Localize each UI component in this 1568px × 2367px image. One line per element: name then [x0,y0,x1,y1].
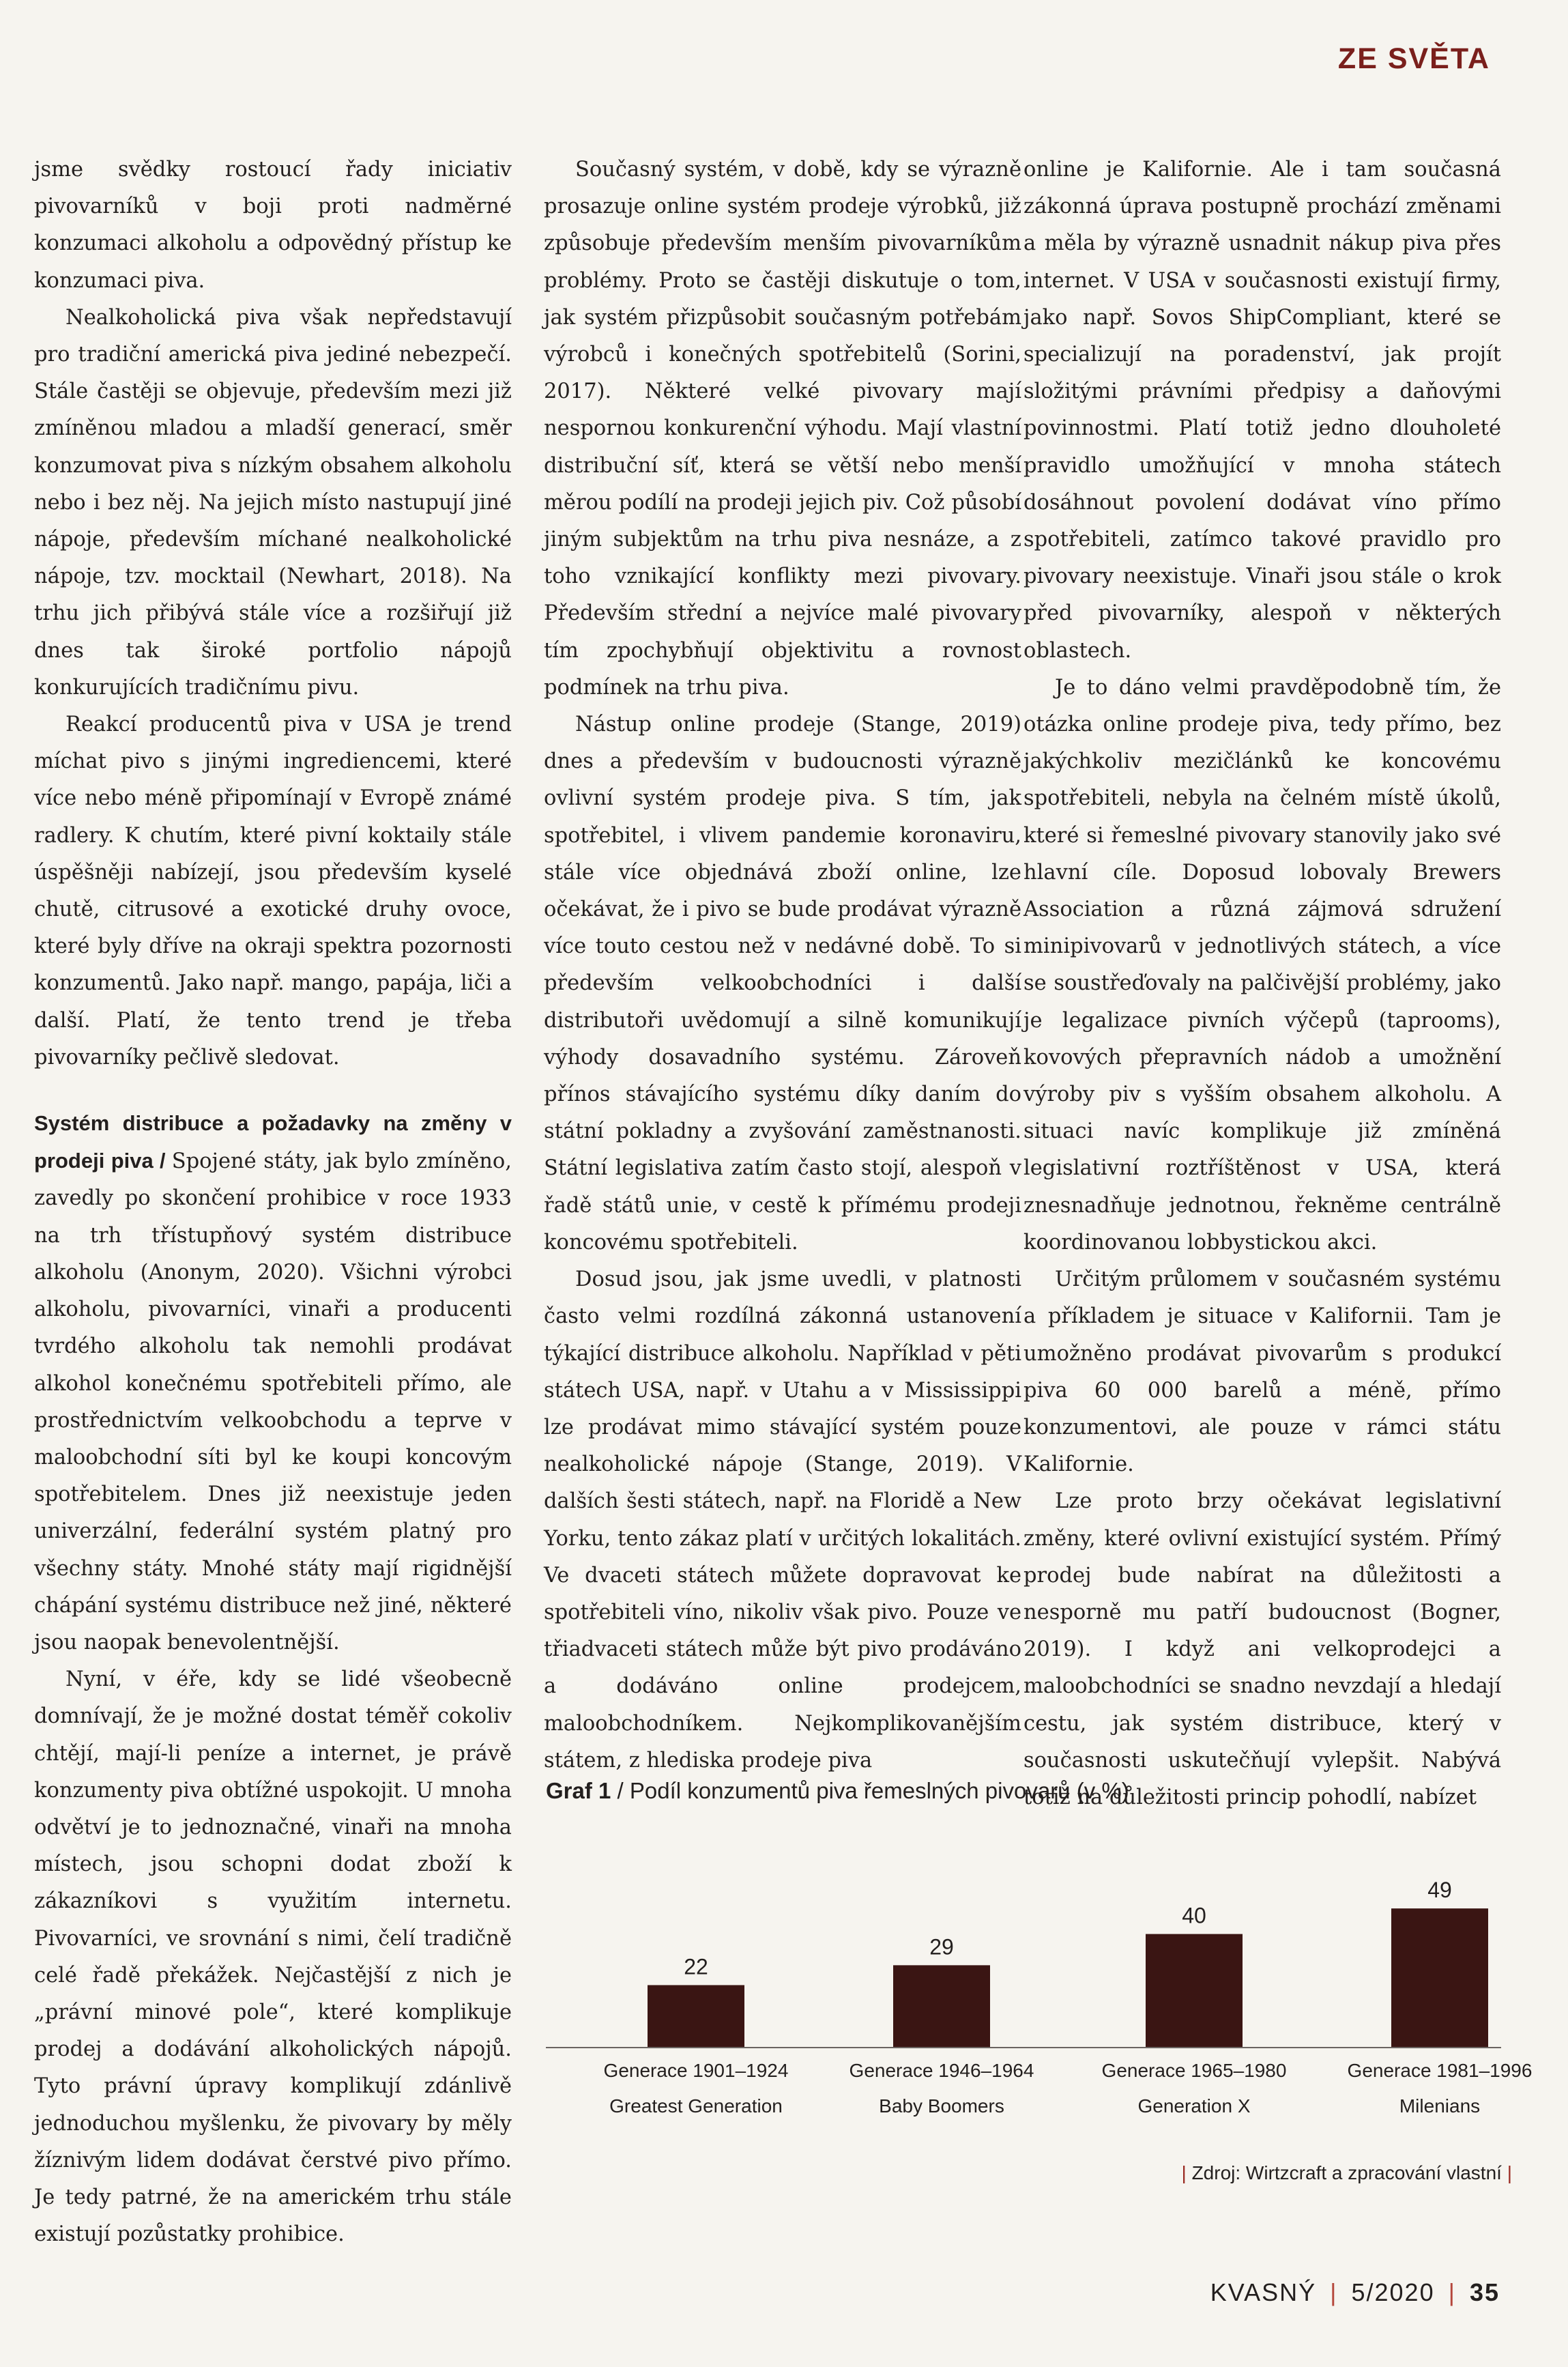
paragraph: online je Kalifornie. Ale i tam současná zákonná úprava postupně prochází změnami a měla by výrazně usnadnit nákup piva přes internet. V USA v současnosti existují firmy, jako např. Sovos ShipCompliant, které se specializují na poradenství, jak projít složitými právními předpisy a daňovými povinnostmi. Platí totiž jedno dlouholeté pravidlo umožňující v mnoha státech dosáhnout povolení dodávat víno přímo spotřebiteli, zatímco takové pravidlo pro pivovary neexistuje. Vinaři jsou stále o krok před pivovarníky, alespoň v některých oblastech. [1023,158,1501,663]
chart-data-label: 40 [1182,1903,1206,1928]
heading-separator: / [153,1149,172,1173]
article-column-1 [34,152,512,2253]
chart-tick-label: Greatest Generation [609,2095,783,2117]
chart-tick-label: Baby Boomers [879,2095,1004,2117]
paragraph: Nyní, v éře, kdy se lidé všeobecně domnívají, že je možné dostat téměř cokoliv chtějí, mají-li peníze a internet, je právě konzumenty piva obtížné uspokojit. U mnoha odvětví je to jednoznačné, vinaři na mnoha místech, jsou schopni dodat zboží k zákazníkovi s využitím internetu. Pivovarníci, ve srovnání s nimi, čelí tradičně celé řadě překážek. Nejčastější z nich je „právní minové pole“, které komplikuje prodej a dodávání alkoholických nápojů. Tyto právní úpravy komplikují zdánlivě jednoduchou myšlenku, že pivovary by měly žíznivým lidem dodávat čerstvé pivo přímo. Je tedy patrné, že na americkém trhu stále existují pozůstatky prohibice. [34,1667,512,2247]
chart-category-label [573,2053,819,2124]
chart-bar [893,1965,990,2048]
chart-tick-label: Generace 1981–1996 [1347,2060,1533,2081]
article-column-2 [544,152,1021,1779]
paragraph: jsme svědky rostoucí řady iniciativ pivovarníků v boji proti nadměrné konzumaci alkoholu a odpovědný přístup ke konzumaci piva. [34,158,512,293]
issue-number: 5/2020 [1351,2278,1435,2306]
page-footer: KVASNÝ | 5/2020 | 35 [1210,2278,1500,2306]
chart-tick-label: Generace 1946–1964 [849,2060,1034,2081]
chart-source: | Zdroj: Wirtzcraft a zpracování vlastní | [1181,2162,1512,2183]
article-column-3 [1023,152,1501,1816]
chart-caption [546,1778,1129,1804]
chart-data-label: 29 [929,1934,954,1960]
paragraph: Je to dáno velmi pravděpodobně tím, že otázka online prodeje piva, tedy přímo, bez jakýchkoliv mezičlánků ke koncovému spotřebiteli, nebyla na čelném místě úkolů, které si řemeslné pivovary stanovily jako své hlavní cíle. Doposud lobovaly Brewers Association a různá zájmová sdružení minipivovarů v jednotlivých státech, a více se soustřeďovaly na palčivější problémy, jako je legalizace pivních výčepů (taprooms), kovových přepravních nádob a umožnění výroby piv s vyšším obsahem alkoholu. A situaci navíc komplikuje již zmíněná legislativní roztříštěnost v USA, která znesnadňuje jednotnou, řekněme centrálně koordinovanou lobbystickou akci. [1023,675,1501,1254]
chart-tick-label: Generace 1965–1980 [1101,2060,1287,2081]
chart-caption-label: Graf 1 [546,1778,611,1803]
paragraph: Lze proto brzy očekávat legislativní změny, které ovlivní existující systém. Přímý prodej bude nabírat na důležitosti a nesporně mu patří budoucnost (Bogner, 2019). I když ani velkoprodejci a maloobchodníci se snadno nevzdají a hledají cestu, jak systém distribuce, který v současnosti uskutečňují vylepšit. Nabývá totiž na důležitosti princip pohodlí, nabízet [1023,1489,1501,1809]
section-lead-paragraph [34,1105,512,1661]
chart-caption-text: / Podíl konzumentů piva řemeslných pivovarů (v %) [611,1778,1129,1803]
magazine-name: KVASNÝ [1210,2278,1317,2306]
paragraph: Současný systém, v době, kdy se výrazně prosazuje online systém prodeje výrobků, již způsobuje především menším pivovarníkům problémy. Proto se častěji diskutuje o tom, jak systém přizpůsobit současným potřebám výrobců i konečných spotřebitelů (Sorini, 2017). Některé velké pivovary mají nespornou konkurenční výhodu. Mají vlastní distribuční síť, která se větší nebo menší měrou podílí na prodeji jejich piv. Což působí jiným subjektům na trhu piva nesnáze, a z toho vznikající konflikty mezi pivovary. Především střední a nejvíce malé pivovary tím zpochybňují objektivitu a rovnost podmínek na trhu piva. [544,158,1021,700]
paragraph: Reakcí producentů piva v USA je trend míchat pivo s jinými ingrediencemi, které více nebo méně připomínají v Evropě známé radlery. K chutím, které pivní koktaily stále úspěšněji nabízejí, jsou především kyselé chutě, citrusové a exotické druhy ovoce, které byly dříve na okraji spektra pozornosti konzumentů. Jako např. mango, papája, liči a další. Platí, že tento trend je třeba pivovarníky pečlivě sledovat. [34,713,512,1070]
lead-text: Spojené státy, jak bylo zmíněno, zavedly po skončení prohibice v roce 1933 na trh třístupňový systém distribuce alkoholu (Anonym, 2020). Všichni výrobci alkoholu, pivovarníci, vinaři a producenti tvrdého alkoholu tak nemohli prodávat alkohol konečnému spotřebiteli přímo, ale prostřednictvím velkoobchodu a teprve v maloobchodní síti byl ke koupi koncovým spotřebitelem. Dnes již neexistuje jeden univerzální, federální systém platný pro všechny státy. Mnohé státy mají rigidnější chápání systému distribuce než jiné, některé jsou naopak benevolentnější. [34,1149,512,1654]
section-tag: ZE SVĚTA [1337,42,1490,75]
chart-data-label: 49 [1427,1878,1452,1903]
chart-tick-label: Generace 1901–1924 [603,2060,789,2081]
chart-tick-label: Generation X [1137,2095,1251,2117]
chart-category-label [1317,2053,1563,2124]
chart-category-label [1071,2053,1317,2124]
chart-bar [1391,1908,1488,2048]
paragraph: Nealkoholická piva však nepředstavují pro tradiční americká piva jediné nebezpečí. Stále častěji se objevuje, především mezi již zmíněnou mladou a mladší generací, směr konzumovat piva s nízkým obsahem alkoholu nebo i bez něj. Na jejich místo nastupují jiné nápoje, především míchané nealkoholické nápoje, tzv. mocktail (Newhart, 2018). Na trhu jich přibývá stále více a rozšiřují již dnes tak široké portfolio nápojů konkurujících tradičnímu pivu. [34,305,512,700]
paragraph: Dosud jsou, jak jsme uvedli, v platnosti často velmi rozdílná zákonná ustanovení týkající distribuce alkoholu. Například v pěti státech USA, např. v Utahu a v Mississippi lze prodávat mimo stávající systém pouze nealkoholické nápoje (Stange, 2019). V dalších šesti státech, např. na Floridě a New Yorku, tento zákaz platí v určitých lokalitách. Ve dvaceti státech můžete dopravovat ke spotřebiteli víno, nikoliv však pivo. Pouze ve třiadvaceti státech může být pivo prodáváno a dodáváno online prodejcem, maloobchodníkem. Nejkomplikovanějším státem, z hlediska prodeje piva [544,1267,1021,1773]
chart-tick-label: Milenians [1399,2095,1481,2117]
page-number: 35 [1469,2278,1500,2306]
chart-data-label: 22 [684,1954,708,1979]
chart-category-label [819,2053,1064,2124]
chart-bar [648,1985,744,2048]
paragraph: Určitým průlomem v současném systému a příkladem je situace v Kalifornii. Tam je umožněno prodávat pivovarům s produkcí piva 60 000 barelů a méně, přímo konzumentovi, ale pouze v rámci státu Kalifornie. [1023,1267,1501,1477]
paragraph: Nástup online prodeje (Stange, 2019) dnes a především v budoucnosti výrazně ovlivní systém prodeje piva. S tím, jak spotřebitel, i vlivem pandemie koronaviru, stále více objednává zboží online, lze očekávat, že i pivo se bude prodávat výrazně více touto cestou než v nedávné době. To si především velkoobchodníci i další distributoři uvědomují a silně komunikují výhody dosavadního systému. Zároveň přínos stávajícího systému díky daním do státní pokladny a zvyšování zaměstnanosti. Státní legislativa zatím často stojí, alespoň v řadě států unie, v cestě k přímému prodeji koncovému spotřebiteli. [544,713,1021,1254]
section-heading: Systém distribuce a požadavky na změny v prodeji piva [34,1111,512,1173]
chart-bar [1146,1934,1243,2048]
chart-source-text: Zdroj: Wirtzcraft a zpracování vlastní [1191,2162,1502,2183]
